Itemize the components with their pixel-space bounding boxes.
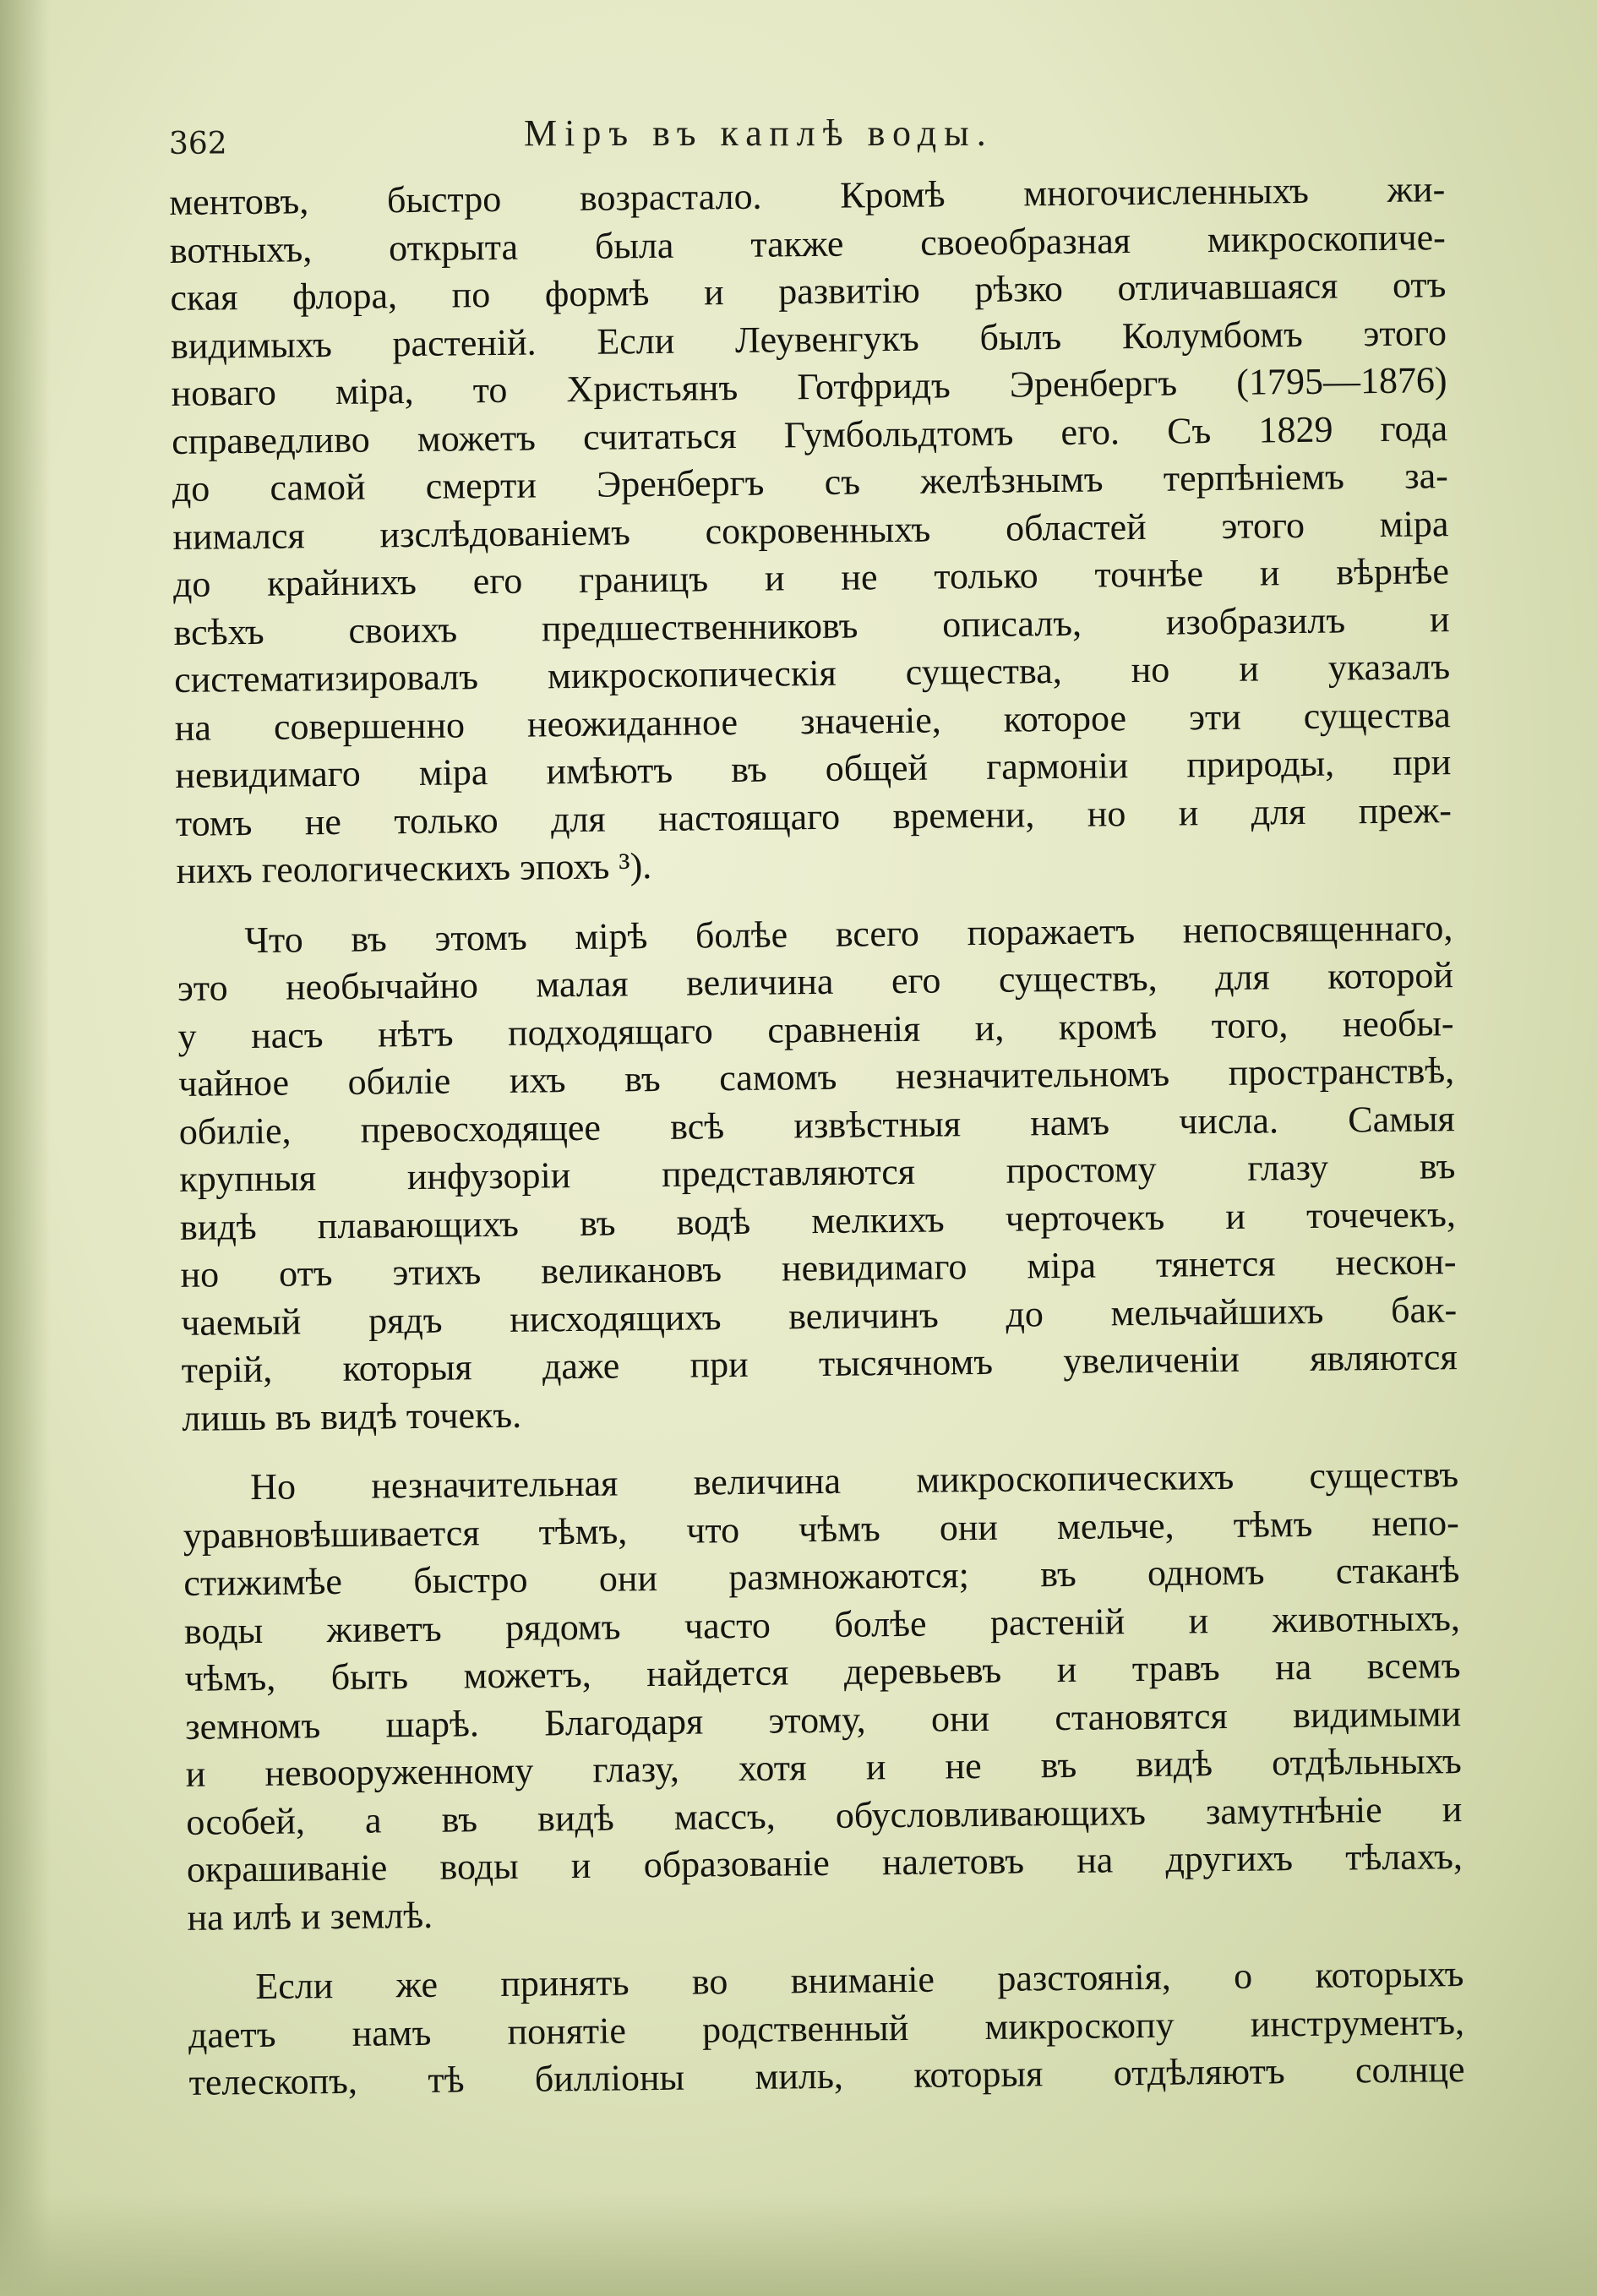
text-line: видимыхъ растеній. Если Леувенгукъ былъ Колумбомъ этого xyxy=(170,311,1447,367)
text-line: крупныя инфузоріи представляются простому глазу въ xyxy=(179,1145,1456,1200)
text-line: и невооруженному глазу, хотя и не въ видѣ отдѣльныхъ xyxy=(185,1740,1462,1795)
text-line: земномъ шарѣ. Благодаря этому, они становятся видимыми xyxy=(184,1692,1462,1748)
text-line: на илѣ и землѣ. xyxy=(187,1894,433,1939)
text-line: но отъ этихъ великановъ невидимаго міра тянется нескон- xyxy=(180,1241,1457,1295)
paragraph xyxy=(188,1950,1465,2107)
page-edge-shadow-bottom xyxy=(0,2195,1597,2296)
text-line: Если же принять во вниманіе разстоянія, о которыхъ xyxy=(255,1953,1464,2008)
text-line: чѣмъ, быть можетъ, найдется деревьевъ и травъ на всемъ xyxy=(184,1644,1461,1699)
text-line: Что въ этомъ мірѣ болѣе всего поражаетъ непосвященнаго, xyxy=(244,906,1453,961)
text-line: до самой смерти Эренбергъ съ желѣзнымъ терпѣніемъ за- xyxy=(172,455,1449,510)
page-number: 362 xyxy=(169,127,227,161)
text-line: всѣхъ своихъ предшественниковъ описалъ, изобразилъ и xyxy=(173,597,1450,653)
text-line: чайное обиліе ихъ въ самомъ незначительномъ пространствѣ, xyxy=(177,1050,1455,1104)
text-line: обиліе, превосходящее всѣ извѣстныя намъ числа. Самыя xyxy=(178,1097,1455,1153)
text-line: нимался изслѣдованіемъ сокровенныхъ областей этого міра xyxy=(172,502,1449,558)
text-line: справедливо можетъ считаться Гумбольдтомъ его. Съ 1829 года xyxy=(171,406,1448,462)
paragraph xyxy=(169,166,1453,895)
text-line: чаемый рядъ нисходящихъ величинъ до мельчайшихъ бак- xyxy=(180,1288,1458,1344)
text-line: ская флора, по формѣ и развитію рѣзко отличавшаяся отъ xyxy=(170,264,1447,319)
body-text xyxy=(169,166,1465,2107)
text-line: воды живетъ рядомъ часто болѣе растеній и животныхъ, xyxy=(183,1596,1461,1652)
text-line: систематизировалъ микроскопическія существа, но и указалъ xyxy=(173,646,1451,701)
text-line: особей, а въ видѣ массъ, обусловливающихъ замутнѣніе и xyxy=(186,1787,1463,1843)
text-line: даетъ намъ понятіе родственный микроскопу инструментъ, xyxy=(188,2000,1465,2056)
text-line: у насъ нѣтъ подходящаго сравненія и, кромѣ того, необы- xyxy=(177,1001,1454,1057)
text-line: терій, которыя даже при тысячномъ увеличеніи являются xyxy=(181,1336,1458,1391)
text-line: окрашиваніе воды и образованіе налетовъ на другихъ тѣлахъ, xyxy=(186,1835,1463,1890)
text-line: до крайнихъ его границъ и не только точнѣе и вѣрнѣе xyxy=(172,550,1450,605)
text-line: стижимѣе быстро они размножаются; въ одномъ стаканѣ xyxy=(183,1549,1460,1604)
text-line: видѣ плавающихъ въ водѣ мелкихъ черточекъ и точечекъ, xyxy=(179,1192,1457,1248)
text-line: новаго міра, то Христьянъ Готфридъ Эренбергъ (1795—1876) xyxy=(171,359,1447,414)
text-line: ментовъ, быстро возрастало. Кромѣ многочисленныхъ жи- xyxy=(169,168,1446,223)
text-line: уравновѣшивается тѣмъ, что чѣмъ они мельче, тѣмъ непо- xyxy=(183,1501,1459,1557)
text-line: лишь въ видѣ точекъ. xyxy=(182,1393,522,1439)
text-line: невидимаго міра имѣютъ въ общей гармоніи природы, при xyxy=(175,741,1452,796)
text-line: томъ не только для настоящаго времени, но и для преж- xyxy=(175,788,1453,844)
text-line: это необычайно малая величина его существъ, для которой xyxy=(177,954,1454,1009)
text-line-with-footnote-ref: нихъ геологическихъ эпохъ ³). xyxy=(176,845,652,892)
running-head xyxy=(169,112,1453,162)
text-line: телескопъ, тѣ билліоны миль, которыя отдѣляютъ солнце xyxy=(188,2048,1465,2103)
text-line: Но незначительная величина микроскопическихъ существъ xyxy=(249,1453,1459,1508)
paragraph xyxy=(183,1451,1463,1942)
page-edge-shadow-left xyxy=(0,0,51,2296)
text-line: на совершенно неожиданное значеніе, которое эти существа xyxy=(174,693,1451,749)
text-line: вотныхъ, открыта была также своеобразная микроскопиче- xyxy=(169,215,1447,271)
paragraph xyxy=(177,904,1458,1442)
running-title: Міръ въ каплѣ воды. xyxy=(524,112,994,154)
